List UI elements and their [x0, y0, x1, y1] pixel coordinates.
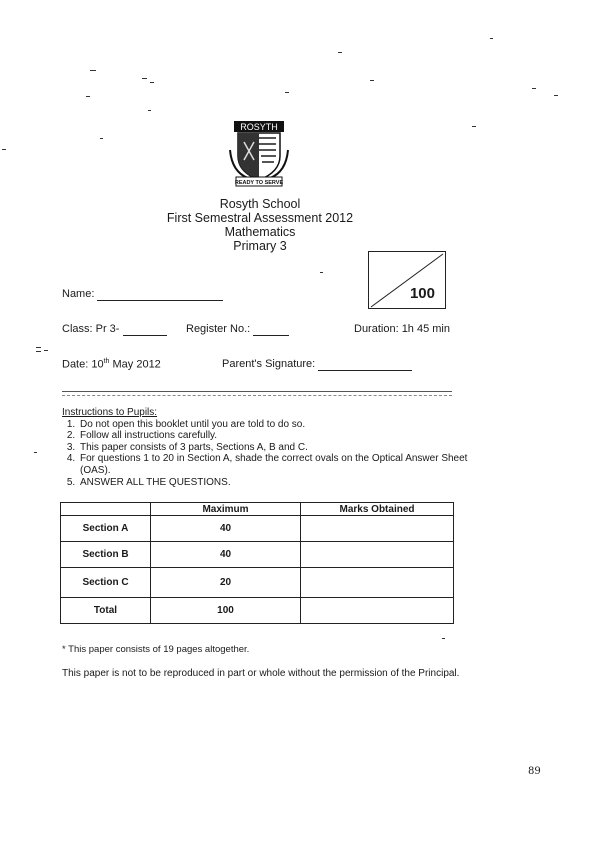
- max-marks: 40: [151, 516, 301, 542]
- divider: [62, 391, 452, 392]
- parent-signature-row: [222, 358, 412, 371]
- section-label: Section A: [61, 516, 151, 542]
- instruction-item: 2. Follow all instructions carefully.: [78, 430, 482, 442]
- school-crest-logo: [228, 120, 290, 188]
- instruction-item: 1. Do not open this booklet until you are told to do so.: [78, 419, 482, 431]
- date: [62, 358, 161, 371]
- date-month-year: May 2012: [109, 358, 161, 371]
- table-row: [61, 568, 454, 598]
- divider: [62, 395, 452, 396]
- class-label: Class: Pr 3-: [62, 323, 120, 335]
- max-marks: 40: [151, 542, 301, 568]
- register-row: [186, 323, 289, 336]
- marks-obtained-cell[interactable]: [301, 598, 454, 624]
- exam-title: First Semestral Assessment 2012: [166, 211, 354, 225]
- instruction-item: 4. For questions 1 to 20 in Section A, shade the correct ovals on the Optical Answer Sheet (OAS).: [78, 453, 482, 476]
- table-row: [61, 516, 454, 542]
- class-field[interactable]: [123, 323, 167, 336]
- score-total: 100: [409, 285, 435, 302]
- school-name: Rosyth School: [219, 197, 301, 211]
- name-field[interactable]: [97, 288, 223, 301]
- name-row: [62, 288, 223, 301]
- crest-motto-text: READY TO SERVE: [234, 180, 284, 186]
- table-row: [61, 598, 454, 624]
- date-day: Date: 10: [62, 358, 104, 371]
- instructions-list: [62, 419, 482, 489]
- table-row: [61, 542, 454, 568]
- parent-signature-field[interactable]: [318, 358, 412, 371]
- page-count-note: * This paper consists of 19 pages altogether.: [62, 644, 250, 655]
- instructions-title: Instructions to Pupils:: [62, 407, 158, 418]
- instruction-item: 5. ANSWER ALL THE QUESTIONS.: [78, 477, 482, 489]
- crest-banner-text: ROSYTH: [240, 122, 278, 132]
- marks-table: [60, 502, 454, 624]
- copyright-note: This paper is not to be reproduced in part or whole without the permission of the Principal.: [62, 668, 460, 679]
- duration: Duration: 1h 45 min: [354, 323, 450, 335]
- section-label: Section C: [61, 568, 151, 598]
- max-marks: 20: [151, 568, 301, 598]
- instruction-item: 3. This paper consists of 3 parts, Sections A, B and C.: [78, 442, 482, 454]
- marks-obtained-cell[interactable]: [301, 542, 454, 568]
- handwritten-corner-mark: 89: [528, 766, 541, 777]
- table-header: Marks Obtained: [301, 503, 454, 516]
- level: Primary 3: [233, 239, 287, 253]
- marks-obtained-cell[interactable]: [301, 568, 454, 598]
- section-label: Section B: [61, 542, 151, 568]
- subject: Mathematics: [224, 225, 296, 239]
- table-header: Maximum: [151, 503, 301, 516]
- total-score-box: [368, 251, 446, 309]
- name-label: Name:: [62, 288, 95, 300]
- parent-signature-label: Parent's Signature:: [222, 358, 316, 370]
- table-header-row: [61, 503, 454, 516]
- section-label: Total: [61, 598, 151, 624]
- instructions: [62, 407, 482, 488]
- date-suffix: th: [103, 358, 110, 365]
- table-header: [61, 503, 151, 516]
- marks-obtained-cell[interactable]: [301, 516, 454, 542]
- register-field[interactable]: [253, 323, 289, 336]
- class-row: [62, 323, 167, 336]
- max-marks: 100: [151, 598, 301, 624]
- register-label: Register No.:: [186, 323, 251, 335]
